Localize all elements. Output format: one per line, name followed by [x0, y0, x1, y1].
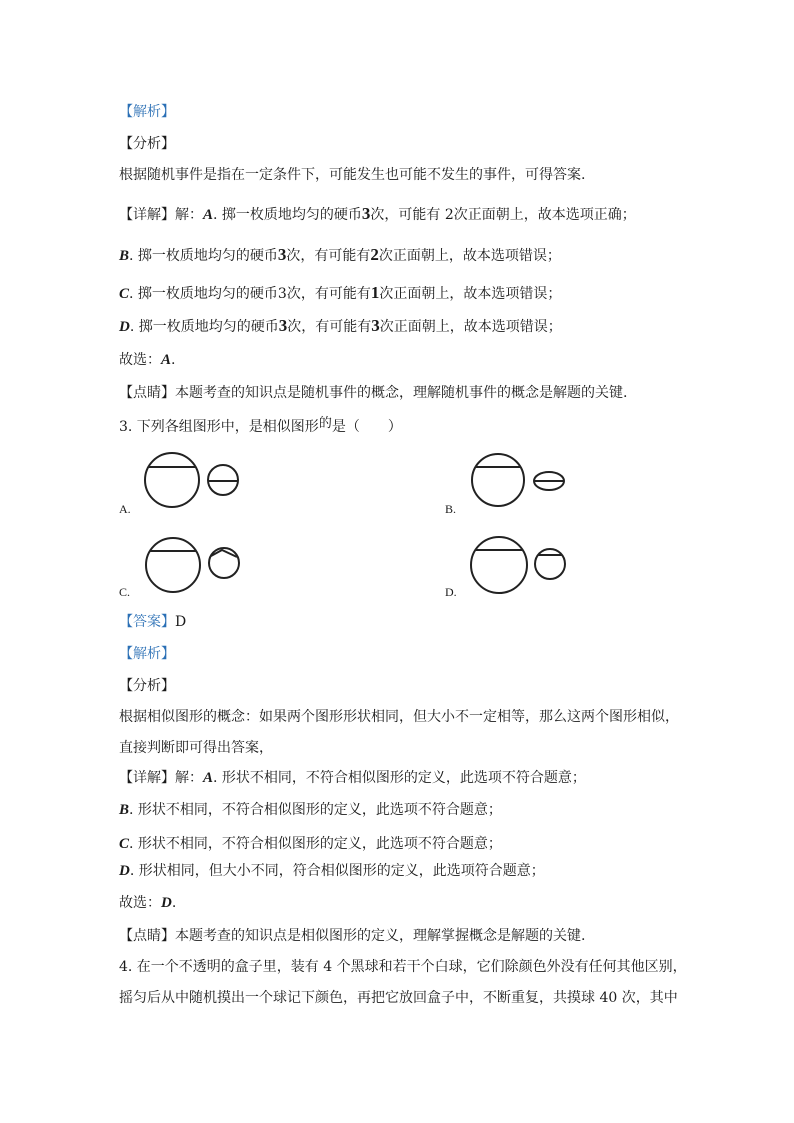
option-num-c2: 1	[370, 283, 380, 302]
q3-fenxi-line-2: 直接判断即可得出答案，	[119, 740, 273, 756]
q3-fenxi-tag: 【分析】	[119, 678, 175, 694]
option-letter-a: A	[203, 207, 214, 223]
option-text-c-1: . 掷一枚质地均匀的硬币	[129, 286, 278, 302]
option-text-b-2: 次，有可能有	[286, 248, 371, 264]
q3-option-letter-a: A	[203, 770, 214, 786]
dianjing-line	[119, 383, 627, 403]
q3-option-letter-b: B	[119, 802, 130, 818]
q3-answer-line	[119, 612, 186, 632]
xiangjie-tag: 【详解】	[119, 207, 175, 223]
xiangjie-line-b	[119, 245, 561, 266]
option-letter-b: B	[119, 248, 130, 264]
q3-guxuan-end: .	[171, 895, 177, 911]
guxuan-line	[119, 350, 175, 370]
q3-answer-tag: 【答案】	[119, 614, 175, 630]
analysis-heading	[119, 102, 175, 122]
dianjing-tag: 【点睛】	[119, 385, 175, 401]
figure-a-large-circle	[145, 453, 199, 507]
dianjing-text: 本题考查的知识点是随机事件的概念，理解随机事件的概念是解题的关键.	[175, 385, 628, 401]
q3-fenxi-heading	[119, 676, 175, 696]
option-num-d: 3	[278, 316, 288, 335]
option-text-a-2: 次，可能有 2次正面朝上，故本选项正确；	[370, 207, 636, 223]
q3-xiangjie-line-d	[119, 861, 545, 881]
q3-xiangjie-line-a	[119, 768, 586, 788]
q3-option-text-a: . 形状不相同，不符合相似图形的定义，此选项不符合题意；	[213, 770, 586, 786]
question-4-line-2: 摇匀后从中随机摸出一个球记下颜色，再把它放回盒子中，不断重复，共摸球 40 次，其中	[119, 990, 678, 1006]
q3-answer: D	[175, 614, 187, 630]
option-num-a: 3	[361, 204, 371, 223]
option-label-c: C.	[119, 585, 131, 599]
option-letter-d: D	[119, 319, 130, 335]
q3-xiangjie-line-b	[119, 800, 502, 820]
q3-analysis-tag: 【解析】	[119, 646, 175, 662]
q3-option-text-c: . 形状不相同，不符合相似图形的定义，此选项不符合题意；	[129, 836, 502, 852]
xiangjie-line-a	[119, 204, 636, 225]
q3-analysis-heading	[119, 644, 175, 664]
fenxi-heading	[119, 134, 175, 154]
q3-option-text-b: . 形状不相同，不符合相似图形的定义，此选项不符合题意；	[129, 802, 502, 818]
figure-d-small-circle	[535, 549, 565, 579]
option-label-d: D.	[445, 585, 457, 599]
xiangjie-prefix: 解：	[175, 207, 203, 223]
option-text-c-2: 3次，有可能有	[277, 286, 371, 302]
option-num-b: 3	[277, 245, 287, 264]
option-label-b: B.	[445, 502, 457, 516]
q3-option-letter-d: D	[119, 863, 130, 879]
option-text-c-3: 次正面朝上，故本选项错误；	[379, 286, 562, 302]
q3-xiangjie-prefix: 解：	[175, 770, 203, 786]
q3-xiangjie-tag: 【详解】	[119, 770, 175, 786]
figure-c-large-circle	[146, 538, 200, 592]
option-label-a: A.	[119, 502, 131, 516]
q3-guxuan-line	[119, 893, 176, 913]
option-letter-c: C	[119, 286, 130, 302]
option-num-d2: 3	[371, 316, 380, 335]
q3-xiangjie-line-c	[119, 834, 502, 854]
guxuan-letter: A	[161, 352, 172, 368]
q3-dianjing-line	[119, 926, 585, 946]
q3-stem-end: 是（ ）	[331, 419, 402, 435]
guxuan-end: .	[171, 352, 176, 368]
q3-option-text-d: . 形状相同，但大小不同，符合相似图形的定义，此选项符合题意；	[129, 863, 545, 879]
option-text-b-1: . 掷一枚质地均匀的硬币	[129, 248, 278, 264]
q3-stem: 3. 下列各组图形中，是相似图形	[119, 419, 319, 435]
q3-guxuan-text: 故选：	[119, 895, 161, 911]
xiangjie-line-d	[119, 316, 562, 337]
figure-d-large-circle	[471, 537, 527, 593]
q3-guxuan-letter: D	[161, 895, 172, 911]
figure-c-small-circle	[209, 548, 239, 578]
q3-option-letter-c: C	[119, 836, 130, 852]
option-text-a-1: . 掷一枚质地均匀的硬币	[213, 207, 362, 223]
figure-option-b	[467, 450, 577, 512]
option-num-b2: 2	[370, 245, 379, 264]
analysis-tag: 【解析】	[119, 104, 175, 120]
option-text-d-2: 次，有可能有	[287, 319, 372, 335]
option-text-b-3: 次正面朝上，故本选项错误；	[378, 248, 561, 264]
question-3-stem	[119, 417, 402, 438]
figure-b-large-circle	[472, 454, 524, 506]
option-text-d-1: . 掷一枚质地均匀的硬币	[129, 319, 279, 335]
q3-stem-sup: 的	[318, 416, 332, 431]
q3-fenxi-line-1: 根据相似图形的概念：如果两个图形形状相同，但大小不一定相等，那么这两个图形相似，	[119, 709, 679, 725]
xiangjie-line-c	[119, 283, 561, 304]
figure-option-c	[142, 533, 252, 599]
question-4-line-1: 4. 在一个不透明的盒子里，装有 4 个黑球和若干个白球，它们除颜色外没有任何其他区别，	[119, 959, 687, 975]
guxuan-text: 故选：	[119, 352, 161, 368]
figure-option-a	[140, 450, 250, 512]
q3-dianjing-tag: 【点睛】	[119, 928, 175, 944]
q3-dianjing-text: 本题考查的知识点是相似图形的定义，理解掌握概念是解题的关键.	[175, 928, 586, 944]
figure-option-d	[467, 533, 577, 599]
fenxi-tag: 【分析】	[119, 136, 175, 152]
fenxi-text: 根据随机事件是指在一定条件下，可能发生也可能不发生的事件，可得答案.	[119, 167, 586, 183]
option-text-d-3: 次正面朝上，故本选项错误；	[379, 319, 562, 335]
